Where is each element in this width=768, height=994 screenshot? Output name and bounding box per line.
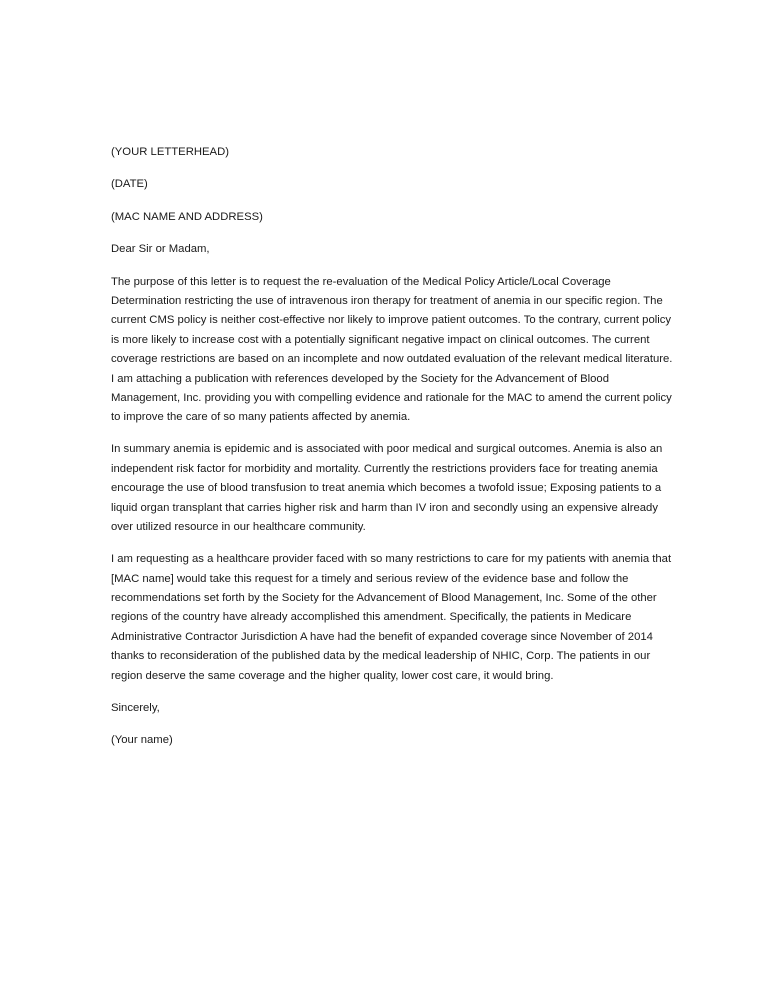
paragraph-appeal: I am requesting as a healthcare provider faced with so many restrictions to care for my patients with anemia that [MAC name] would take this request for a timely and serious review of the evidence base and follow the recommendations set forth by the Society for the Advancement of Blood Management, Inc. Some of the other regions of the country have already accomplished this amendment. Specifically, the patients in Medicare Administrative Contractor Jurisdiction A have had the benefit of expanded coverage since November of 2014 thanks to reconsideration of the published data by the medical leadership of NHIC, Corp. The patients in our region deserve the same coverage and the higher quality, lower cost care, it would bring.	[111, 553, 672, 682]
closing: Sincerely,	[111, 701, 160, 714]
recipient-placeholder: (MAC NAME AND ADDRESS)	[111, 210, 263, 223]
signature-placeholder: (Your name)	[111, 733, 173, 746]
date-placeholder: (DATE)	[111, 178, 148, 191]
salutation: Dear Sir or Madam,	[111, 243, 210, 256]
letterhead-placeholder: (YOUR LETTERHEAD)	[111, 146, 229, 158]
paragraph-summary: In summary anemia is epidemic and is associated with poor medical and surgical outcomes. Anemia is also an independent risk factor for morbidity and mortality. Currently the restrictions providers face for treating anemia encourage the use of blood transfusion to treat anemia which becomes a twofold issue; Exposing patients to a liquid organ transplant that carries higher risk and harm than IV iron and secondly using an expensive already over utilized resource in our healthcare community.	[111, 443, 663, 534]
letter-body	[111, 143, 677, 763]
paragraph-request: The purpose of this letter is to request the re-evaluation of the Medical Policy Article/Local Coverage Determination restricting the use of intravenous iron therapy for treatment of anemia in our specific region. The current CMS policy is neither cost-effective nor likely to improve patient outcomes. To the contrary, current policy is more likely to increase cost with a potentially significant negative impact on clinical outcomes. The current coverage restrictions are based on an incomplete and now outdated evaluation of the relevant medical literature. I am attaching a publication with references developed by the Society for the Advancement of Blood Management, Inc. providing you with compelling evidence and rationale for the MAC to amend the current policy to improve the care of so many patients affected by anemia.	[111, 275, 673, 424]
